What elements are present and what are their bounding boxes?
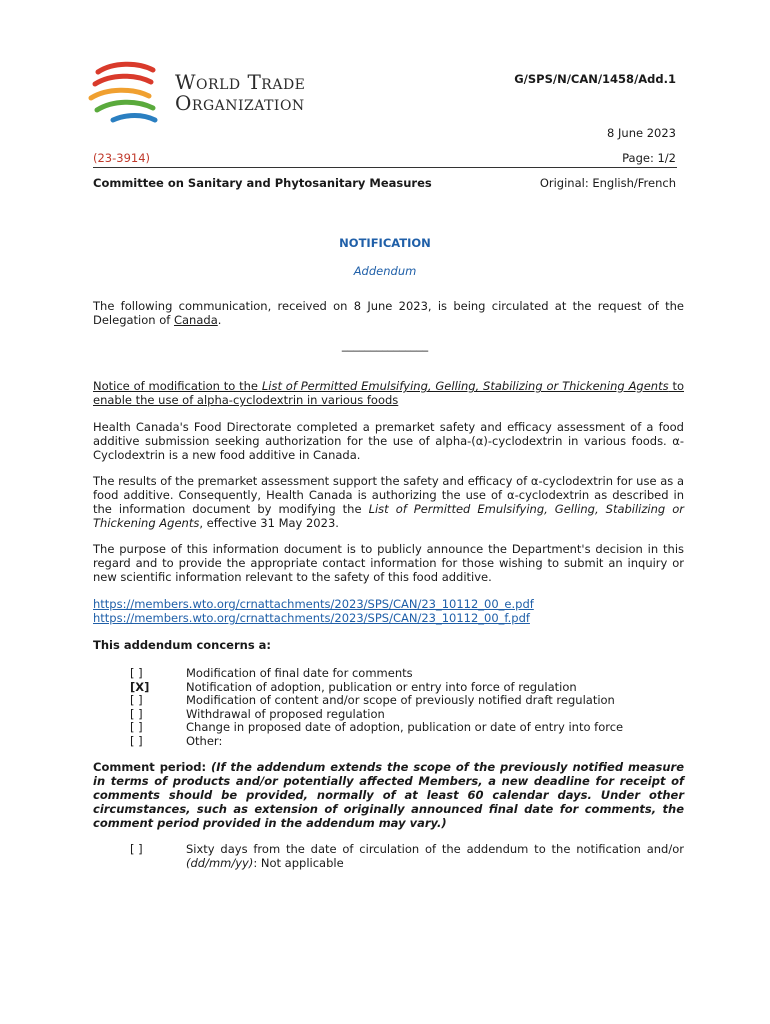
country-name: Canada xyxy=(173,313,218,327)
attachment-link-french[interactable]: https://members.wto.org/crnattachments/2023/SPS/CAN/23_10112_00_f.pdf xyxy=(93,611,530,625)
header-divider xyxy=(93,167,677,168)
checkbox: [ ] xyxy=(130,666,143,680)
notice-heading: Notice of modification to the List of Permitted Emulsifying, Gelling, Stabilizing or Thickening Agents to enable the use of alpha-cyclodextrin in various foods xyxy=(93,379,685,407)
page-number: Page: 1/2 xyxy=(622,151,676,165)
comment-period-text: (If the addendum extends the scope of the previously notified measure in terms of products and/or potentially affected Members, a new deadline for receipt of comments should be provided, normally of at least 60 calendar days. Under other circumstances, such as extension of originally announced final date for comments, the comment period provided in the addendum may vary.) xyxy=(93,760,685,830)
notification-title: NOTIFICATION xyxy=(339,236,431,250)
original-language: Original: English/French xyxy=(539,176,676,190)
concern-item xyxy=(130,707,690,721)
concern-item xyxy=(130,680,690,694)
document-date: 8 June 2023 xyxy=(607,126,676,140)
notice-paragraph-1: Health Canada's Food Directorate completed a premarket safety and efficacy assessment of a food additive submission seeking authorization for the use of alpha-(α)-cyclodextrin in various foods. α-Cyclodextrin is a new food additive in Canada. xyxy=(93,420,684,462)
comment-period-paragraph xyxy=(93,760,684,830)
concern-label: Withdrawal of proposed regulation xyxy=(186,707,385,721)
reference-number: (23-3914) xyxy=(93,151,151,165)
wto-emblem-icon xyxy=(83,58,163,128)
checkbox-checked: [X] xyxy=(130,680,150,694)
concern-label: Change in proposed date of adoption, publication or date of entry into force xyxy=(186,720,624,734)
concern-item xyxy=(130,734,690,748)
concern-label: Modification of final date for comments xyxy=(186,666,413,680)
concern-item xyxy=(130,666,690,680)
attachment-link-english[interactable]: https://members.wto.org/crnattachments/2023/SPS/CAN/23_10112_00_e.pdf xyxy=(93,597,534,611)
checkbox: [ ] xyxy=(130,720,143,734)
concern-item xyxy=(130,693,690,707)
intro-paragraph: The following communication, received on 8 June 2023, is being circulated at the request of the Delegation of Canada. xyxy=(93,299,684,327)
org-name-line1: World Trade xyxy=(175,70,306,94)
checkbox: [ ] xyxy=(130,693,143,707)
comment-option-text: Sixty days from the date of circulation of the addendum to the notification and/or (dd/mm/yy): Not applicable xyxy=(186,842,684,870)
notice-paragraph-2: The results of the premarket assessment support the safety and efficacy of α-cyclodextrin for use as a food additive. Consequently, Health Canada is authorizing the use of α-cyclodextrin as described in the information document by modifying the List of Permitted Emulsifying, Gelling, Stabilizing or Thickening Agents, effective 31 May 2023. xyxy=(93,474,684,530)
document-symbol: G/SPS/N/CAN/1458/Add.1 xyxy=(514,72,676,86)
notice-paragraph-3: The purpose of this information document is to publicly announce the Department's decision in this regard and to provide the appropriate contact information for those wishing to submit an inquiry or new scientific information relevant to the safety of this food additive. xyxy=(93,542,684,584)
concern-label: Other: xyxy=(186,734,223,748)
comment-period-label: Comment period: xyxy=(93,760,207,774)
separator-line: _______________ xyxy=(341,338,429,352)
comment-option-checkbox: [ ] xyxy=(130,842,143,856)
checkbox: [ ] xyxy=(130,707,143,721)
committee-name: Committee on Sanitary and Phytosanitary Measures xyxy=(93,176,432,190)
concerns-heading: This addendum concerns a: xyxy=(93,638,272,652)
addendum-subtitle: Addendum xyxy=(353,264,417,278)
concern-label: Notification of adoption, publication or entry into force of regulation xyxy=(186,680,577,694)
checkbox: [ ] xyxy=(130,734,143,748)
concern-item xyxy=(130,720,690,734)
wto-logo xyxy=(83,58,343,128)
org-name-line2: Organization xyxy=(175,91,305,115)
concern-label: Modification of content and/or scope of previously notified draft regulation xyxy=(186,693,615,707)
